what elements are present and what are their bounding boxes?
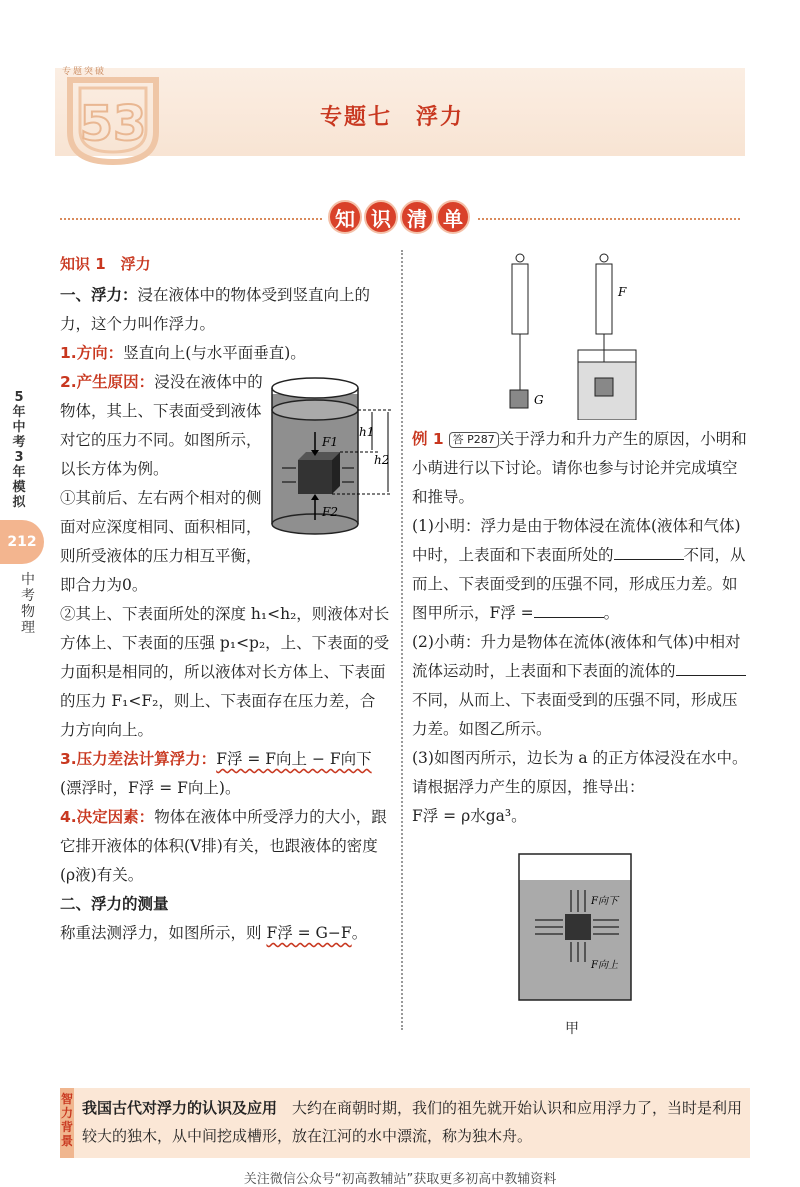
section-2-end: 。 <box>351 924 368 942</box>
section-2-formula: F浮 = G−F <box>266 924 352 942</box>
info-side-label: 智力背景 <box>60 1088 74 1158</box>
banner-char: 清 <box>400 200 434 234</box>
column-divider <box>401 250 403 1030</box>
logo-label: 专题突破 <box>62 67 107 77</box>
calc-item <box>60 745 390 803</box>
answer-blank-3[interactable] <box>676 660 746 676</box>
question-1c: 。 <box>603 604 620 622</box>
info-body: 大约在商朝时期，我们的祖先就开始认识和应用浮力了，当时是利用较大的独木，从中间挖成槽形，放在江河的水中漂流，称为独木舟。 <box>82 1099 743 1145</box>
section-2-text: 称重法测浮力，如图所示，则 <box>60 924 262 942</box>
direction-item <box>60 339 390 368</box>
answer-blank-1[interactable] <box>614 544 684 560</box>
question-2 <box>412 628 752 744</box>
banner-char: 知 <box>328 200 362 234</box>
cylinder-figure <box>268 372 398 542</box>
question-3 <box>412 744 752 802</box>
example-label: 例 1 <box>412 430 444 448</box>
label-F1: F1 <box>322 435 338 449</box>
cause-point-1: ①其前后、左右两个相对的侧面对应深度相同、面积相同，则所受液体的压力相互平衡，即合力为0。 <box>60 489 262 594</box>
section-2-title: 二、浮力的测量 <box>60 895 169 913</box>
answer-page-tag: 答 P287 <box>449 432 499 448</box>
cause-label: 2.产生原因： <box>60 373 155 391</box>
divider-left <box>60 218 322 220</box>
figure-caption: 甲 <box>565 1021 579 1037</box>
answer-blank-2[interactable] <box>534 602 604 618</box>
label-h2: h2 <box>374 453 390 467</box>
cause-item <box>60 368 265 484</box>
question-1b: 不同，从而上、下表面受到的压强不同，形成压力差。如图甲所示，F浮 = <box>412 546 746 622</box>
right-column <box>412 425 752 831</box>
footer-note: 关注微信公众号“初高教辅站”获取更多初高中教辅资料 <box>243 1172 557 1187</box>
question-2b: 不同，从而上、下表面受到的压强不同，形成压力差。如图乙所示。 <box>412 691 738 738</box>
info-text-block <box>82 1094 747 1150</box>
question-1 <box>412 512 752 628</box>
banner-char: 识 <box>364 200 398 234</box>
question-3-text: (3)如图丙所示，边长为 a 的正方体浸没在水中。请根据浮力产生的原因，推导出： <box>412 749 748 796</box>
direction-text: 竖直向上(与水平面垂直)。 <box>123 344 306 362</box>
section-1-title: 一、浮力： <box>60 286 138 304</box>
book-title-vertical: 5年中考3年模拟 <box>12 390 26 510</box>
cause-point-2: ②其上、下表面所处的深度 h₁<h₂，则液体对长方体上、下表面的压强 p₁<p₂，上、下表面的受力面积是相同的，所以液体对长方体上、下表面的压力 F₁<F₂，则上、下表面存在压力差，合力方向向上。 <box>60 605 390 739</box>
label-F-down: F向下 <box>591 896 618 907</box>
logo-number: 53 <box>79 96 147 152</box>
subject-vertical: 中考物理 <box>21 572 35 636</box>
cause-text: 浸没在液体中的物体，其上、下表面受到液体对它的压力不同。如图所示，以长方体为例。 <box>60 373 263 478</box>
label-F: F <box>618 285 627 299</box>
left-column <box>60 250 390 948</box>
label-G: G <box>534 393 544 407</box>
question-1a: (1)小明：浮力是由于物体浸在流体(液体和气体)中时，上表面和下表面所处的 <box>412 517 741 564</box>
section-2-line <box>60 919 390 948</box>
page-title: 专题七 浮力 <box>320 105 465 130</box>
calc-label: 3.压力差法计算浮力： <box>60 750 217 768</box>
label-h1: h1 <box>359 425 375 439</box>
label-F2: F2 <box>322 505 338 519</box>
banner-char: 单 <box>436 200 470 234</box>
cause-point-1-wrap <box>60 484 265 600</box>
direction-label: 1.方向： <box>60 344 124 362</box>
knowledge-banner <box>328 200 470 236</box>
factor-text: 物体在液体中所受浮力的大小，跟它排开液体的体积(V排)有关，也跟液体的密度(ρ液)有关。 <box>60 808 387 884</box>
label-F-up: F向上 <box>591 960 618 971</box>
figure-jia <box>515 850 640 1010</box>
calc-note: (漂浮时，F浮 = F向上)。 <box>60 779 241 797</box>
calc-formula: F浮 = F向上 − F向下 <box>216 750 372 768</box>
example-intro <box>412 425 752 512</box>
page-number: 212 <box>0 520 44 564</box>
section-1 <box>60 281 390 339</box>
question-3-formula: F浮 = ρ水ga³。 <box>412 807 527 825</box>
example-text: 关于浮力和升力产生的原因，小明和小萌进行以下讨论。请你也参与讨论并完成填空和推导。 <box>412 430 747 506</box>
knowledge-point-heading: 知识 1 浮力 <box>60 255 151 273</box>
info-title: 我国古代对浮力的认识及应用 <box>82 1099 278 1117</box>
factor-item <box>60 803 390 890</box>
factor-label: 4.决定因素： <box>60 808 155 826</box>
logo-53-icon <box>58 62 168 167</box>
divider-right <box>478 218 740 220</box>
spring-scale-figure <box>490 250 650 420</box>
question-2a: (2)小萌：升力是物体在流体(液体和气体)中相对流体运动时，上表面和下表面的流体的 <box>412 633 741 680</box>
section-1-text: 浸在液体中的物体受到竖直向上的力，这个力叫作浮力。 <box>60 286 371 333</box>
